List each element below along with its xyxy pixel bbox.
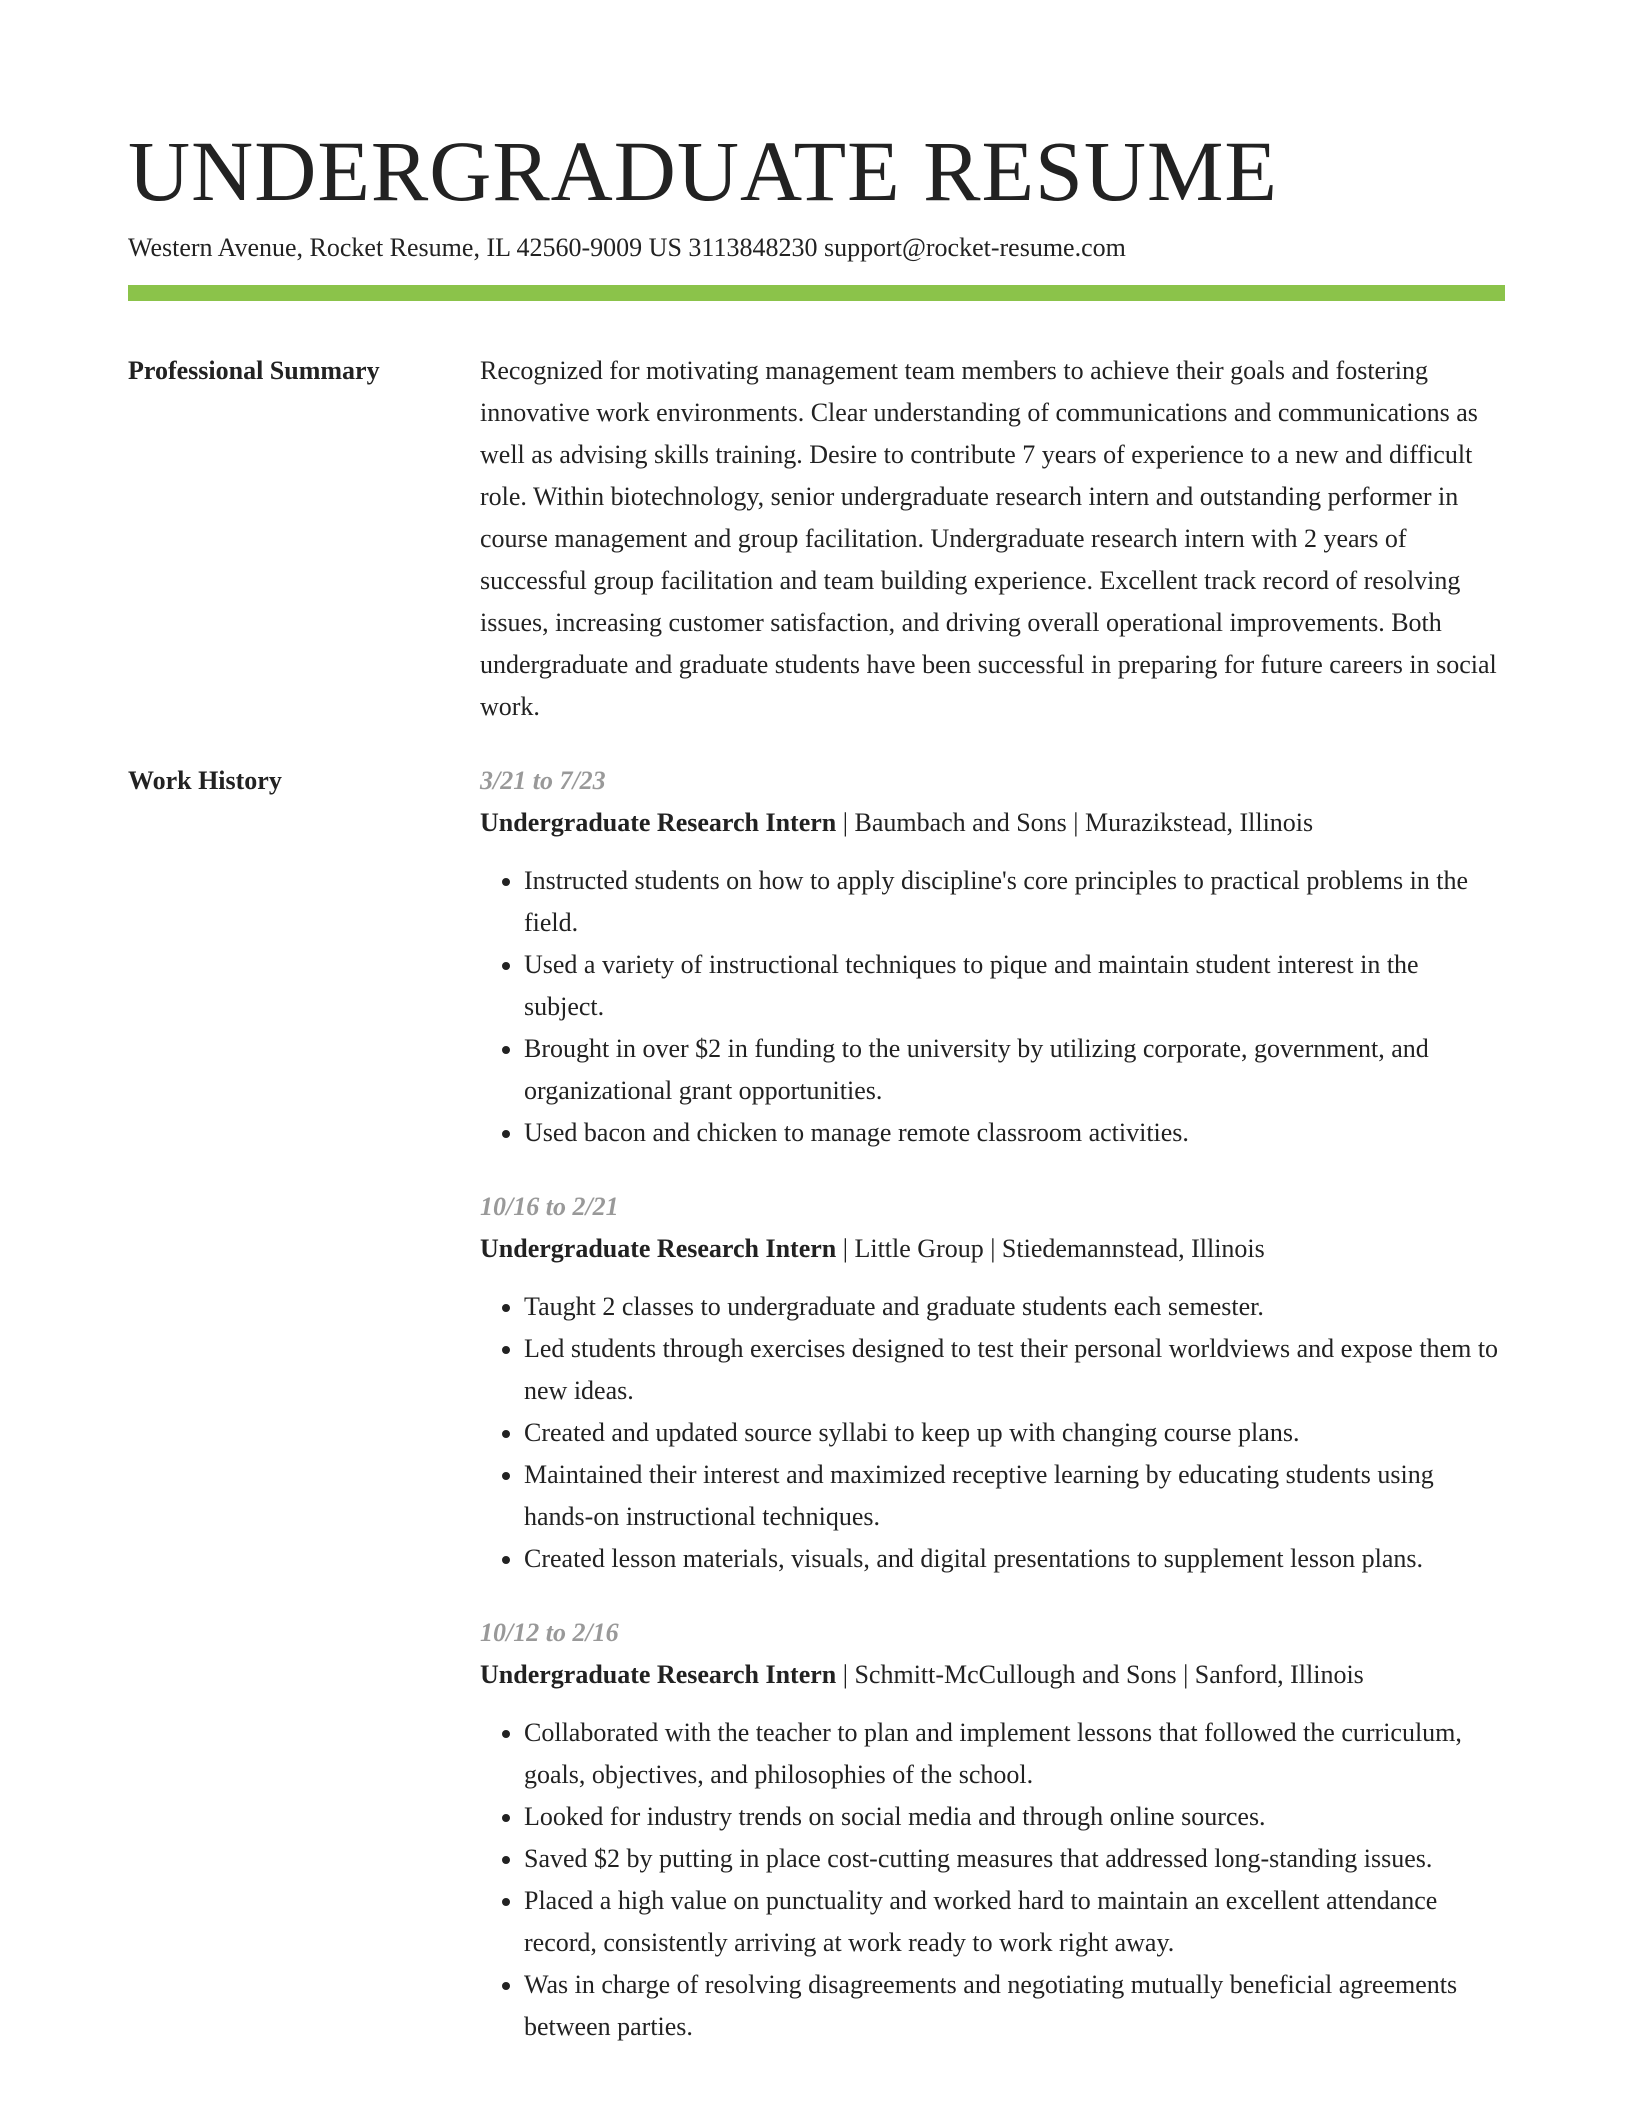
job-dates: 3/21 to 7/23 — [480, 766, 606, 795]
job-employer-location: | Little Group | Stiedemannstead, Illinois — [836, 1234, 1265, 1263]
job-dates: 10/16 to 2/21 — [480, 1192, 619, 1221]
job-bullet: • Created lesson materials, visuals, and digital presentations to supplement lesson plans. — [524, 1538, 1505, 1580]
summary-text: Recognized for motivating management team members to achieve their goals and fostering innovative work environments. Clear understanding of communications and communications as well as advising skills training. Desire to contribute 7 years of experience to a new and difficult role. Within biotechnology, senior undergraduate research intern and outstanding performer in course management and group facilitation. Undergraduate research intern with 2 years of successful group facilitation and team building experience. Excellent track record of resolving issues, increasing customer satisfaction, and driving overall operational improvements. Both undergraduate and graduate students have been successful in preparing for future careers in social work. — [480, 356, 1497, 721]
job-heading — [480, 1228, 1505, 1270]
summary-label: Professional Summary — [128, 356, 380, 385]
job-dates: 10/12 to 2/16 — [480, 1618, 619, 1647]
job-heading — [480, 802, 1505, 844]
job-title: Undergraduate Research Intern — [480, 1234, 837, 1263]
job-bullets — [480, 1712, 1505, 2048]
job-title: Undergraduate Research Intern — [480, 1660, 837, 1689]
job-bullet: • Led students through exercises designed to test their personal worldviews and expose them to new ideas. — [524, 1328, 1505, 1412]
contact-info: Western Avenue, Rocket Resume, IL 42560-9009 US 3113848230 support@rocket-resume.com — [128, 233, 1126, 262]
work-history-label: Work History — [128, 766, 282, 795]
job-title: Undergraduate Research Intern — [480, 808, 837, 837]
accent-divider — [128, 285, 1505, 301]
job-employer-location: | Schmitt-McCullough and Sons | Sanford, Illinois — [836, 1660, 1364, 1689]
job-bullet: • Was in charge of resolving disagreements and negotiating mutually beneficial agreements between parties. — [524, 1964, 1505, 2048]
summary-section — [480, 350, 1505, 728]
job-bullet: • Placed a high value on punctuality and worked hard to maintain an excellent attendance record, consistently arriving at work ready to work right away. — [524, 1880, 1505, 1964]
job-bullet: • Maintained their interest and maximized receptive learning by educating students using hands-on instructional techniques. — [524, 1454, 1505, 1538]
job-bullets — [480, 860, 1505, 1154]
job-bullet: • Created and updated source syllabi to keep up with changing course plans. — [524, 1412, 1505, 1454]
job-heading — [480, 1654, 1505, 1696]
work-history-section — [480, 760, 1505, 2080]
job-bullet: • Saved $2 by putting in place cost-cutting measures that addressed long-standing issues. — [524, 1838, 1505, 1880]
job-entry — [480, 1612, 1505, 2048]
resume-page — [128, 0, 1505, 2112]
job-bullet: • Used a variety of instructional techniques to pique and maintain student interest in the subject. — [524, 944, 1505, 1028]
job-bullet: • Taught 2 classes to undergraduate and graduate students each semester. — [524, 1286, 1505, 1328]
job-bullet: • Collaborated with the teacher to plan and implement lessons that followed the curriculum, goals, objectives, and philosophies of the school. — [524, 1712, 1505, 1796]
resume-title: UNDERGRADUATE RESUME — [128, 123, 1278, 219]
job-bullets — [480, 1286, 1505, 1580]
job-entry — [480, 760, 1505, 1154]
job-bullet: • Instructed students on how to apply discipline's core principles to practical problems in the field. — [524, 860, 1505, 944]
job-bullet: • Used bacon and chicken to manage remote classroom activities. — [524, 1112, 1505, 1154]
job-bullet: • Looked for industry trends on social media and through online sources. — [524, 1796, 1505, 1838]
job-employer-location: | Baumbach and Sons | Murazikstead, Illinois — [836, 808, 1314, 837]
job-bullet: • Brought in over $2 in funding to the university by utilizing corporate, government, and organizational grant opportunities. — [524, 1028, 1505, 1112]
job-entry — [480, 1186, 1505, 1580]
